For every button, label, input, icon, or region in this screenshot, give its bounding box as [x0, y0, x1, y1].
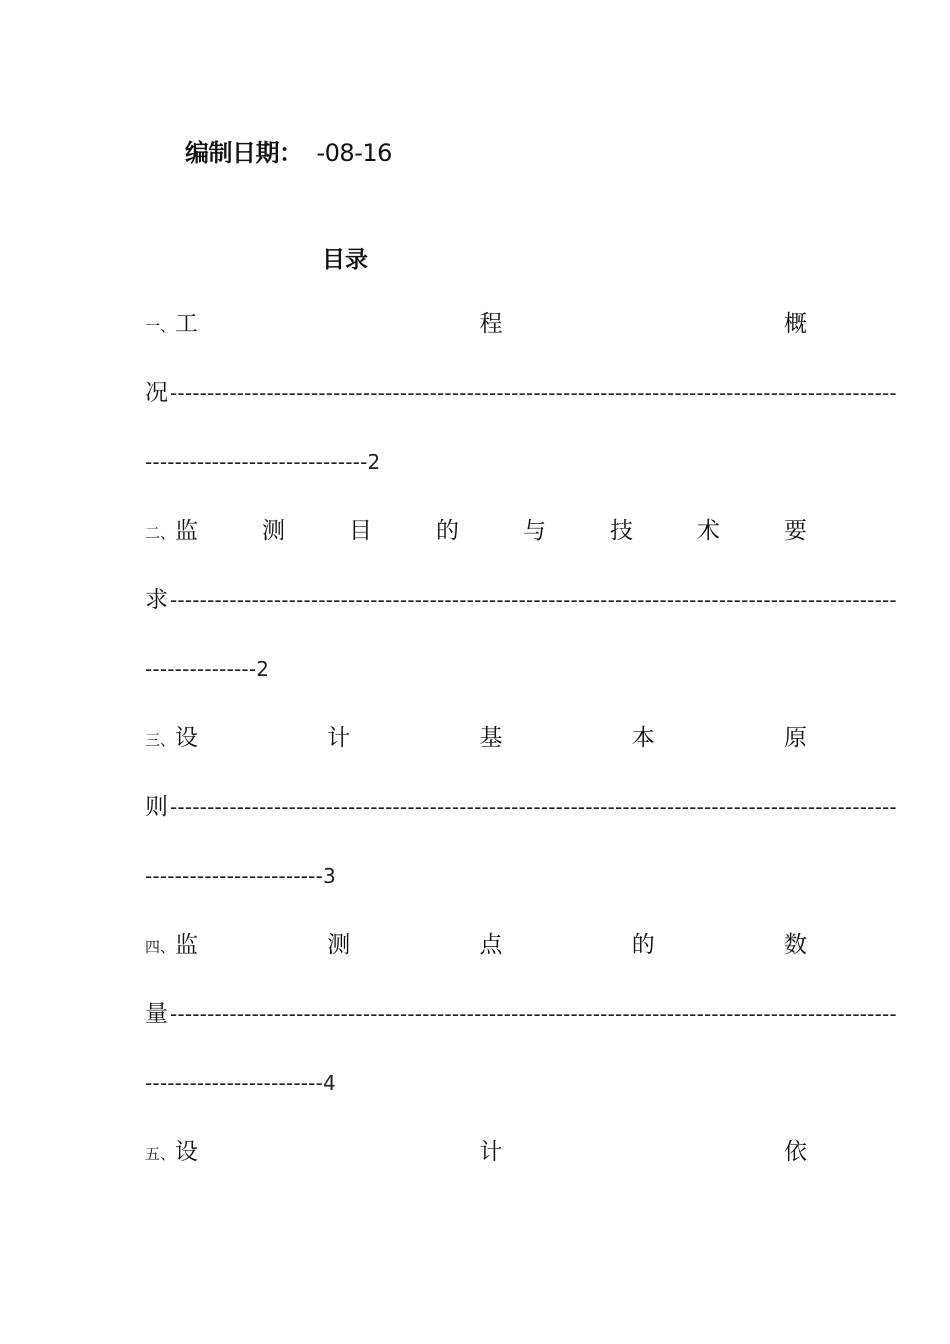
toc-leader-dashes: ---------------	[145, 657, 257, 681]
toc-entry-char: 本	[631, 725, 655, 751]
toc-entry-4-heading	[145, 931, 807, 961]
toc-entry-char: 技	[609, 518, 633, 544]
toc-leader-dashes: --------------------------------------------------------------------------------------------------	[170, 381, 897, 405]
toc-leader-dashes: ------------------------------	[145, 450, 368, 474]
toc-entry-char: 计	[327, 725, 351, 751]
toc-entry-char: 术	[696, 518, 720, 544]
toc-entry-char: 要	[783, 518, 807, 544]
toc-entry-2-heading	[145, 517, 807, 547]
toc-entry-char: 的	[631, 932, 655, 958]
toc-entry-number: 四、	[145, 938, 176, 956]
toc-entry-char: 数	[783, 932, 807, 958]
toc-page-number: 2	[256, 657, 270, 681]
toc-entry-number: 三、	[145, 731, 176, 749]
toc-leader-dashes: --------------------------------------------------------------------------------------------------	[170, 588, 897, 612]
toc-entry-char: 设	[175, 1139, 199, 1165]
toc-entry-2-leader	[145, 586, 897, 614]
toc-entry-last-char: 则	[145, 794, 168, 820]
toc-entry-3-leader	[145, 793, 897, 821]
toc-entry-number: 二、	[145, 524, 176, 542]
toc-entry-3-heading	[145, 724, 807, 754]
toc-entry-char: 计	[479, 1139, 503, 1165]
date-line	[185, 133, 392, 168]
toc-entry-1-page-line	[145, 448, 380, 476]
toc-page-number: 3	[323, 864, 336, 888]
toc-entry-char: 基	[479, 725, 503, 751]
date-label: 编制日期：	[185, 139, 303, 167]
date-value: -08-16	[316, 139, 392, 167]
toc-entry-4-page-line	[145, 1069, 336, 1097]
toc-entry-5-heading	[145, 1138, 807, 1168]
toc-entry-char: 依	[783, 1139, 807, 1165]
toc-leader-dashes: --------------------------------------------------------------------------------------------------	[170, 1002, 897, 1026]
toc-entry-char: 的	[435, 518, 459, 544]
toc-entry-char: 设	[175, 725, 199, 751]
toc-leader-dashes: --------------------------------------------------------------------------------------------------	[170, 795, 897, 819]
toc-entry-char: 测	[262, 518, 285, 544]
toc-page-number: 2	[367, 450, 381, 474]
toc-entry-3-page-line	[145, 862, 336, 890]
toc-entry-char: 测	[327, 932, 351, 958]
toc-entry-char: 程	[479, 311, 503, 337]
toc-entry-number: 一、	[145, 317, 176, 335]
toc-entry-last-char: 求	[145, 587, 168, 613]
toc-entry-char: 监	[175, 518, 199, 544]
toc-leader-dashes: ------------------------	[145, 864, 324, 888]
toc-entry-char: 原	[783, 725, 807, 751]
toc-entry-char: 监	[175, 932, 199, 958]
toc-entry-char: 概	[783, 311, 807, 337]
toc-title: 目录	[322, 247, 368, 273]
toc-entry-1-leader	[145, 379, 897, 407]
toc-entry-char: 与	[522, 518, 546, 544]
toc-leader-dashes: ------------------------	[145, 1071, 324, 1095]
toc-entry-char: 目	[348, 518, 372, 544]
toc-entry-number: 五、	[145, 1145, 176, 1163]
toc-entry-2-page-line	[145, 655, 269, 683]
toc-entry-4-leader	[145, 1000, 897, 1028]
toc-entry-last-char: 况	[145, 380, 168, 406]
toc-entry-char: 工	[175, 311, 199, 337]
toc-entry-1-heading	[145, 310, 807, 340]
toc-entry-last-char: 量	[145, 1001, 168, 1027]
toc-page-number: 4	[323, 1071, 336, 1095]
toc-entry-char: 点	[479, 932, 503, 958]
